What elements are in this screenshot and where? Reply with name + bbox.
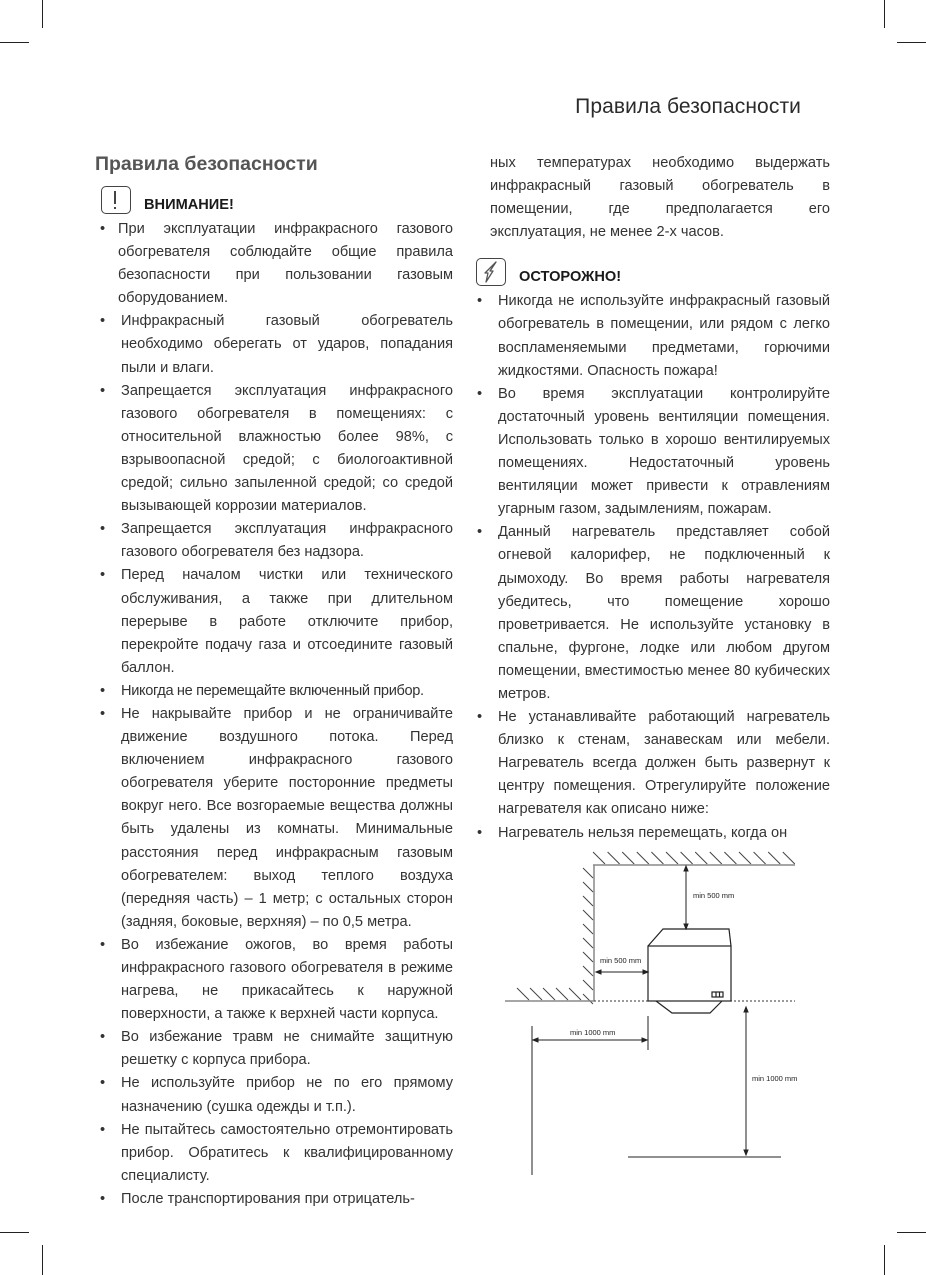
list-item: • Во избежание травм не снимайте защитную решетку с корпуса прибора.: [95, 1026, 453, 1072]
list-item: • Запрещается эксплуатация инфракрасного газового обогревателя без надзора.: [95, 518, 453, 564]
hatch-mark: [783, 852, 795, 864]
hatch-mark: [583, 938, 593, 948]
hatch-mark: [739, 852, 751, 864]
crop-mark-bottom-right-v: [884, 1245, 885, 1275]
hatch-mark: [530, 988, 542, 1000]
list-item: • Никогда не используйте инфракрасный газовый обогреватель в помещении, или рядом с легко воспламеняемыми предметами, горючими жидкостями. Опасность пожара!: [472, 290, 830, 382]
hatch-mark: [583, 966, 593, 976]
crop-mark-bottom-right-h: [897, 1232, 926, 1233]
front-clearance-dimension: [532, 1016, 648, 1175]
hatch-mark: [637, 852, 649, 864]
hatch-mark: [651, 852, 663, 864]
list-item: • Никогда не перемещайте включенный прибор.: [95, 680, 453, 703]
hatch-mark: [583, 882, 593, 892]
wall-hatching: [583, 868, 593, 1004]
hatch-mark: [583, 924, 593, 934]
list-item: • Не используйте прибор не по его прямому назначению (сушка одежды и т.п.).: [95, 1072, 453, 1118]
heater-outline: [648, 929, 731, 1013]
list-item: • Не пытайтесь самостоятельно отремонтировать прибор. Обратитесь к квалифицированному специалисту.: [95, 1119, 453, 1188]
hatch-mark: [622, 852, 634, 864]
hatch-mark: [695, 852, 707, 864]
hatch-mark: [583, 980, 593, 990]
list-item: • Во время эксплуатации контролируйте достаточный уровень вентиляции помещения. Использовать только в хорошо вентилируемых помещениях. Недостаточный уровень вентиляции может привести к отравлениям угарным газом, задымлениям, пожарам.: [472, 383, 830, 522]
list-item: • Не устанавливайте работающий нагреватель близко к стенам, занавескам или мебели. Нагреватель всегда должен быть развернут к центру помещения. Отрегулируйте положение нагревателя как описано ниже:: [472, 706, 830, 821]
caution-notice: [472, 252, 830, 286]
hatch-mark: [556, 988, 568, 1000]
list-item: • Не накрывайте прибор и не ограничивайте движение воздушного потока. Перед включением инфракрасного газового обогревателя уберите посторонние предметы вокруг него. Все возгораемые вещества должны быть удалены из комнаты. Минимальные расстояния перед инфракрасным газовым обогревателем: выход теплого воздуха (передняя часть) – 1 метр; с остальных сторон (задняя, боковые, верхняя) – по 0,5 метра.: [95, 703, 453, 934]
left-column: [95, 152, 453, 1211]
hatch-mark: [754, 852, 766, 864]
crop-mark-top-right-h: [897, 42, 926, 43]
heater-control-panel: [712, 992, 723, 997]
hatch-mark: [768, 852, 780, 864]
bottom-clearance-dimension: [628, 1007, 781, 1157]
crop-mark-top-left-v: [42, 0, 43, 28]
caution-list: [472, 290, 830, 844]
crop-mark-top-left-h: [0, 42, 29, 43]
hatch-mark: [608, 852, 620, 864]
front-clearance-label: min 1000 mm: [570, 1028, 616, 1037]
hatch-mark: [593, 852, 605, 864]
hatch-mark: [517, 988, 529, 1000]
continued-text: ных температурах необходимо выдержать инфракрасный газовый обогреватель в помещении, где предполагается его эксплуатация, не менее 2-х часов.: [490, 155, 830, 241]
list-item: • Нагреватель нельзя перемещать, когда он: [472, 822, 830, 845]
right-column: [472, 152, 830, 845]
list-item: • Запрещается эксплуатация инфракрасного газового обогревателя в помещениях: с относительной влажностью более 98%, с взрывоопасной средой; с биологоактивной средой; сильно запыленной средой; со средой вызывающей коррозии материалов.: [95, 380, 453, 519]
hatch-mark: [583, 994, 593, 1004]
hatch-mark: [583, 896, 593, 906]
top-clearance-dimension: [684, 866, 688, 929]
list-item: • Перед началом чистки или технического обслуживания, а также при длительном перерыве в работе отключите прибор, перекройте подачу газа и отсоедините газовый баллон.: [95, 564, 453, 679]
crop-mark-bottom-left-v: [42, 1245, 43, 1275]
hatch-mark: [543, 988, 555, 1000]
floor-hatching: [517, 988, 581, 1000]
hatch-mark: [710, 852, 722, 864]
list-item: • После транспортирования при отрицатель-: [95, 1188, 453, 1211]
hatch-mark: [569, 988, 581, 1000]
hatch-mark: [666, 852, 678, 864]
hatch-mark: [583, 910, 593, 920]
exclamation-icon: [101, 186, 131, 214]
running-header: Правила безопасности: [575, 95, 801, 118]
crop-mark-top-right-v: [884, 0, 885, 28]
side-clearance-label: min 500 mm: [600, 956, 642, 965]
hatch-mark: [724, 852, 736, 864]
section-title: Правила безопасности: [95, 153, 318, 175]
ceiling-hatching: [593, 852, 795, 864]
list-item: • При эксплуатации инфракрасного газового обогревателя соблюдайте общие правила безопасности при пользовании газовым оборудованием.: [95, 218, 453, 310]
list-item: • Данный нагреватель представляет собой огневой калорифер, не подключенный к дымоходу. Во время работы нагревателя убедитесь, что помещение хорошо проветривается. Не используйте установку в спальне, фургоне, лодке или любом другом помещении, вместимостью менее 80 кубических метров.: [472, 521, 830, 706]
top-clearance-label: min 500 mm: [693, 891, 735, 900]
list-item: • Во избежание ожогов, во время работы инфракрасного газового обогревателя в режиме нагрева, не прикасайтесь к наружной поверхности, а также к верхней части корпуса.: [95, 934, 453, 1026]
attention-list: [95, 218, 453, 1211]
crop-mark-bottom-left-h: [0, 1232, 29, 1233]
caution-label: ОСТОРОЖНО!: [519, 269, 622, 286]
bottom-clearance-label: min 1000 mm: [752, 1074, 798, 1083]
lightning-icon: [476, 258, 506, 286]
side-clearance-dimension: [596, 970, 648, 974]
hatch-mark: [583, 868, 593, 878]
hatch-mark: [681, 852, 693, 864]
list-item: • Инфракрасный газовый обогреватель необходимо оберегать от ударов, попадания пыли и влаги.: [95, 310, 453, 379]
attention-label: ВНИМАНИЕ!: [144, 197, 234, 213]
hatch-mark: [583, 952, 593, 962]
attention-notice: [95, 180, 453, 214]
